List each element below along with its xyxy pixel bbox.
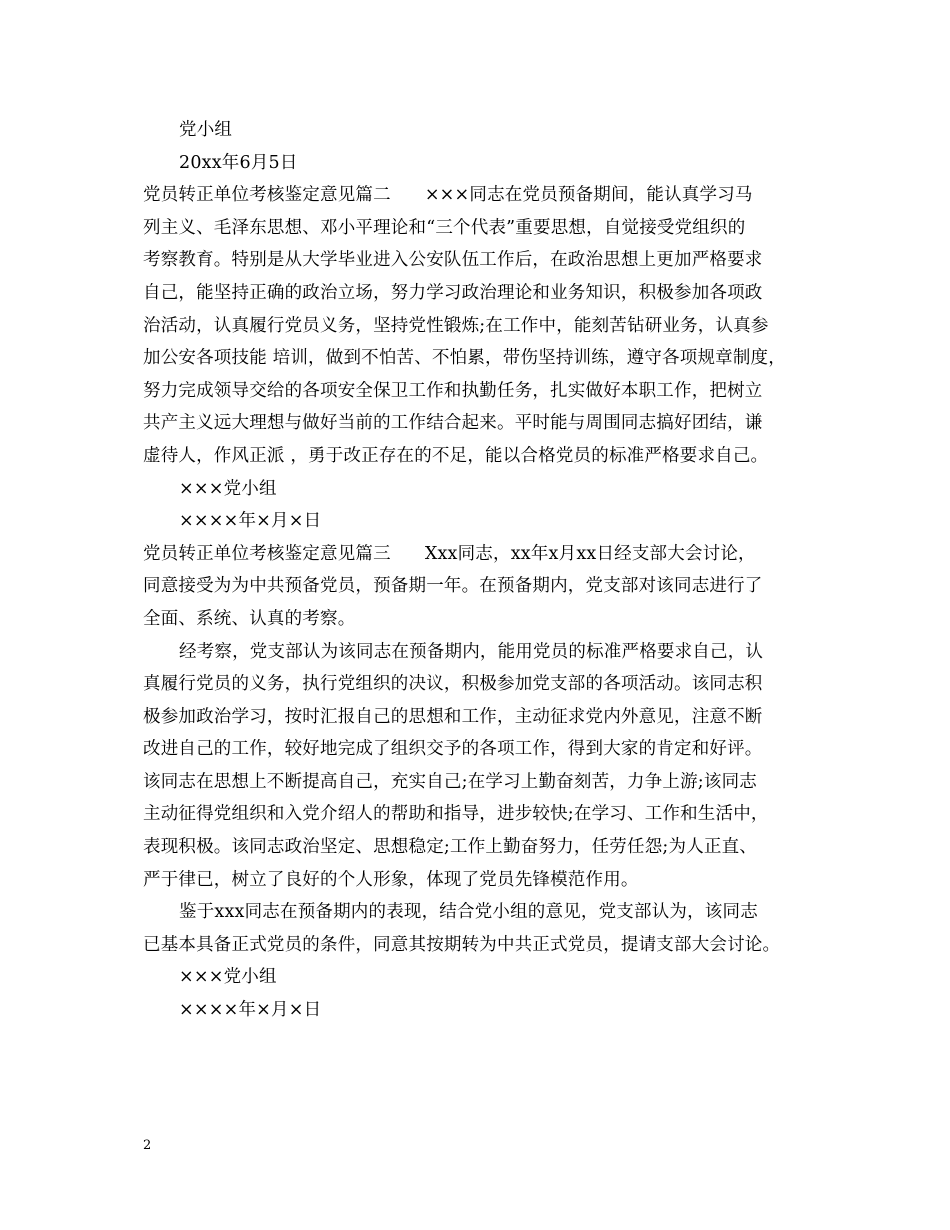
section-3-text-line: 同意接受为为中共预备党员，预备期一年。在预备期内，党支部对该同志进行了 xyxy=(143,576,763,597)
section-3-title: 党员转正单位考核鉴定意见篇三 xyxy=(143,543,391,564)
section-2-sign-date: ××××年×月×日 xyxy=(179,511,322,532)
page-number: 2 xyxy=(143,1138,152,1153)
section-3-sign-group: ×××党小组 xyxy=(179,967,277,988)
section-3-text-line: 全面、系统、认真的考察。 xyxy=(143,608,356,629)
document-body xyxy=(143,114,823,1027)
section-3-para-2-line: 改进自己的工作，较好地完成了组织交予的各项工作，得到大家的肯定和好评。 xyxy=(143,739,763,760)
section-3-para-2-line: 真履行党员的义务，执行党组织的决议，积极参加党支部的各项活动。该同志积 xyxy=(143,674,763,695)
section-3-para-3-line: 鉴于xxx同志在预备期内的表现，结合党小组的意见，党支部认为，该同志 xyxy=(179,902,758,923)
section-2-text-line: 虚待人，作风正派 ，勇于改正存在的不足，能以合格党员的标准严格要求自己。 xyxy=(143,445,769,466)
section-2-text-line: 努力完成领导交给的各项安全保卫工作和执勤任务，扎实做好本职工作，把树立 xyxy=(143,380,763,401)
section-3-sign-date: ××××年×月×日 xyxy=(179,1000,322,1021)
section-3-text-line: Xxx同志，xx年x月xx日经支部大会讨论， xyxy=(424,543,756,564)
section-2-text-line: 自己，能坚持正确的政治立场，努力学习政治理论和业务知识，积极参加各项政 xyxy=(143,282,763,303)
section-2-text-line: ×××同志在党员预备期间，能认真学习马 xyxy=(424,185,753,206)
sign-off-group: 党小组 xyxy=(179,120,233,140)
section-2-title: 党员转正单位考核鉴定意见篇二 xyxy=(143,185,391,206)
section-3-para-3-line: 已基本具备正式党员的条件，同意其按期转为中共正式党员，提请支部大会讨论。 xyxy=(143,934,781,955)
section-2-text-line: 考察教育。特别是从大学毕业进入公安队伍工作后，在政治思想上更加严格要求 xyxy=(143,250,763,271)
section-3-para-2-line: 极参加政治学习，按时汇报自己的思想和工作，主动征求党内外意见，注意不断 xyxy=(143,706,763,727)
section-2-text-line: 共产主义远大理想与做好当前的工作结合起来。平时能与周围同志搞好团结，谦 xyxy=(143,413,763,434)
section-2-text-line: 加公安各项技能 培训，做到不怕苦、不怕累，带伤坚持训练，遵守各项规章制度， xyxy=(143,348,786,369)
sign-off-date: 20xx年6月5日 xyxy=(179,152,298,173)
section-3-para-2-line: 该同志在思想上不断提高自己，充实自己;在学习上勤奋刻苦，力争上游;该同志 xyxy=(143,771,757,792)
section-2-text-line: 列主义、毛泽东思想、邓小平理论和“三个代表”重要思想，自觉接受党组织的 xyxy=(143,217,746,238)
section-2-sign-group: ×××党小组 xyxy=(179,478,277,499)
section-3-para-2-line: 主动征得党组织和入党介绍人的帮助和指导，进步较快;在学习、工作和生活中， xyxy=(143,804,769,825)
section-3-para-2-line: 经考察，党支部认为该同志在预备期内，能用党员的标准严格要求自己，认 xyxy=(179,641,764,662)
section-2-first-line xyxy=(143,179,823,212)
section-3-para-2-line: 表现积极。该同志政治坚定、思想稳定;工作上勤奋努力，任劳任怨;为人正直、 xyxy=(143,837,757,858)
section-3-para-2-line: 严于律已，树立了良好的个人形象，体现了党员先锋模范作用。 xyxy=(143,869,639,890)
section-2-text-line: 治活动，认真履行党员义务，坚持党性锻炼;在工作中，能刻苦钻研业务，认真参 xyxy=(143,315,769,336)
section-3-first-line xyxy=(143,538,823,571)
